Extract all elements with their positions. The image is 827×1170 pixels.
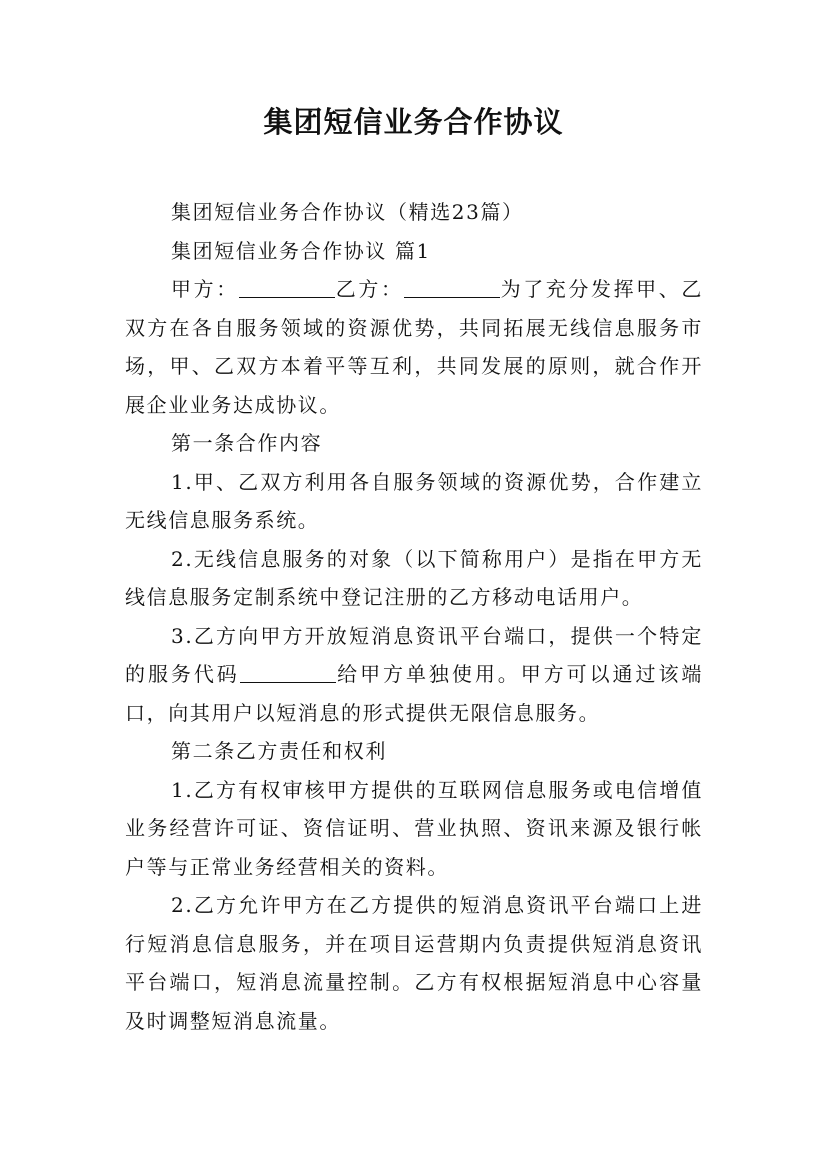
party-a-blank <box>239 275 335 298</box>
party-a-label: 甲方： <box>171 277 239 301</box>
document-body <box>125 193 703 1040</box>
article-1-item-3-after: 给甲方单独使用。甲方可以通过该端口，向其用户以短消息的形式提供无限信息服务。 <box>125 662 703 725</box>
article-1-heading: 第一条合作内容 <box>171 431 323 455</box>
article-1-item-3-before: 3.乙方向甲方开放短消息资讯平台端口，提供一个特定的服务代码 <box>125 623 703 686</box>
article-2-item-1: 1.乙方有权审核甲方提供的互联网信息服务或电信增值业务经营许可证、资信证明、营业执照、资讯来源及银行帐户等与正常业务经营相关的资料。 <box>125 777 703 879</box>
article-2-heading: 第二条乙方责任和权利 <box>171 739 387 763</box>
service-code-blank <box>240 660 336 683</box>
article-2-item-2: 2.乙方允许甲方在乙方提供的短消息资讯平台端口上进行短消息信息服务，并在项目运营期内负责提供短消息资讯平台端口，短消息流量控制。乙方有权根据短消息中心容量及时调整短消息流量。 <box>125 893 703 1033</box>
parties-paragraph <box>125 270 703 424</box>
document-subtitle: 集团短信业务合作协议（精选23篇） <box>171 200 524 224</box>
article-1-item-2: 2.无线信息服务的对象（以下简称用户）是指在甲方无线信息服务定制系统中登记注册的乙方移动电话用户。 <box>125 546 703 609</box>
piece-heading: 集团短信业务合作协议 篇1 <box>171 238 431 263</box>
article-1-item-1: 1.甲、乙双方利用各自服务领域的资源优势，合作建立无线信息服务系统。 <box>125 469 703 532</box>
parties-text: 为了充分发挥甲、乙双方在各自服务领域的资源优势，共同拓展无线信息服务市场，甲、乙双方本着平等互利，共同发展的原则，就合作开展企业业务达成协议。 <box>125 277 703 417</box>
article-1-item-3 <box>125 617 703 733</box>
document-title: 集团短信业务合作协议 <box>263 105 564 139</box>
party-b-label: 乙方： <box>334 277 404 301</box>
party-b-blank <box>404 275 500 298</box>
